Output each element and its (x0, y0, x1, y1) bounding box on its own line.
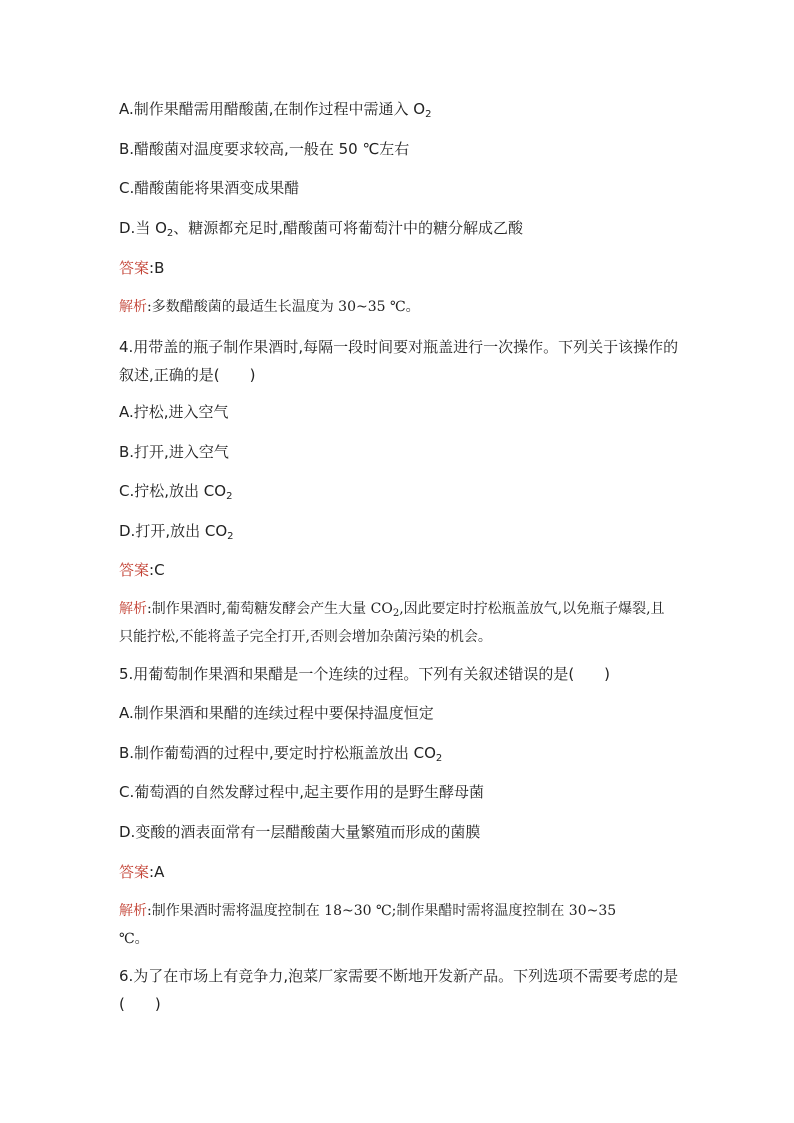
q4-explanation-post: ,因此要定时拧松瓶盖放气,以免瓶子爆裂,且只能拧松,不能将盖子完全打开,否则会增加杂菌污染的机会。 (119, 601, 665, 645)
q3-answer-label: 答案 (119, 259, 150, 277)
q5-explanation-text: :制作果酒时需将温度控制在 18~30 ℃;制作果醋时需将温度控制在 30~35 ℃。 (119, 903, 617, 947)
q6-stem: 6.为了在市场上有竞争力,泡菜厂家需要不断地开发新产品。下列选项不需要考虑的是( ) (119, 967, 679, 1013)
q5-explanation-label: 解析 (119, 903, 147, 919)
q4-explanation (119, 595, 674, 651)
q3-explanation-text: :多数醋酸菌的最适生长温度为 30~35 ℃。 (147, 299, 420, 315)
q4-explanation-sub: 2 (392, 608, 400, 619)
q4-explanation-label: 解析 (119, 601, 147, 617)
q4-option-a: A.拧松,进入空气 (119, 403, 229, 421)
q4-answer-value: :C (149, 561, 165, 579)
q4-option-b: B.打开,进入空气 (119, 443, 229, 461)
q5-option-b-text: B.制作葡萄酒的过程中,要定时拧松瓶盖放出 CO (119, 744, 436, 762)
q4-answer-label: 答案 (119, 561, 150, 579)
q3-explanation (119, 296, 420, 318)
q5-answer (119, 861, 164, 883)
q4-option-c-sub: 2 (226, 491, 233, 502)
q3-option-d-sub: 2 (166, 228, 174, 239)
q5-option-b (119, 742, 442, 764)
q3-option-c: C.醋酸菌能将果酒变成果醋 (119, 179, 300, 197)
q5-option-b-sub: 2 (435, 753, 443, 764)
q3-option-d (119, 217, 523, 239)
q4-option-c (119, 480, 232, 502)
q3-answer (119, 257, 164, 279)
q5-answer-label: 答案 (119, 863, 150, 881)
q4-option-d (119, 520, 234, 542)
q4-option-c-text: C.拧松,放出 CO (119, 482, 227, 500)
q5-explanation (119, 897, 639, 953)
q4-answer (119, 559, 165, 581)
q3-option-a (119, 98, 432, 120)
q4-stem: 4.用带盖的瓶子制作果酒时,每隔一段时间要对瓶盖进行一次操作。下列关于该操作的叙述,正确的是( ) (119, 338, 679, 384)
q3-option-a-text: A.制作果醋需用醋酸菌,在制作过程中需通入 O (119, 100, 426, 118)
q3-option-d-pre: D.当 O (119, 219, 167, 237)
q3-option-b: B.醋酸菌对温度要求较高,一般在 50 ℃左右 (119, 140, 410, 158)
q3-option-d-post: 、糖源都充足时,醋酸菌可将葡萄汁中的糖分解成乙酸 (173, 219, 524, 237)
q4-option-d-text: D.打开,放出 CO (119, 522, 228, 540)
q3-explanation-label: 解析 (119, 299, 147, 315)
q3-answer-value: :B (149, 259, 165, 277)
q5-stem: 5.用葡萄制作果酒和果醋是一个连续的过程。下列有关叙述错误的是( ) (119, 665, 611, 683)
q5-option-d: D.变酸的酒表面常有一层醋酸菌大量繁殖而形成的菌膜 (119, 823, 481, 841)
q4-explanation-pre: :制作果酒时,葡萄糖发酵会产生大量 CO (147, 601, 393, 617)
q5-option-a: A.制作果酒和果醋的连续过程中要保持温度恒定 (119, 704, 434, 722)
q3-option-a-sub: 2 (425, 109, 432, 120)
q4-option-d-sub: 2 (227, 531, 234, 542)
q5-answer-value: :A (149, 863, 165, 881)
q5-option-c: C.葡萄酒的自然发酵过程中,起主要作用的是野生酵母菌 (119, 783, 485, 801)
